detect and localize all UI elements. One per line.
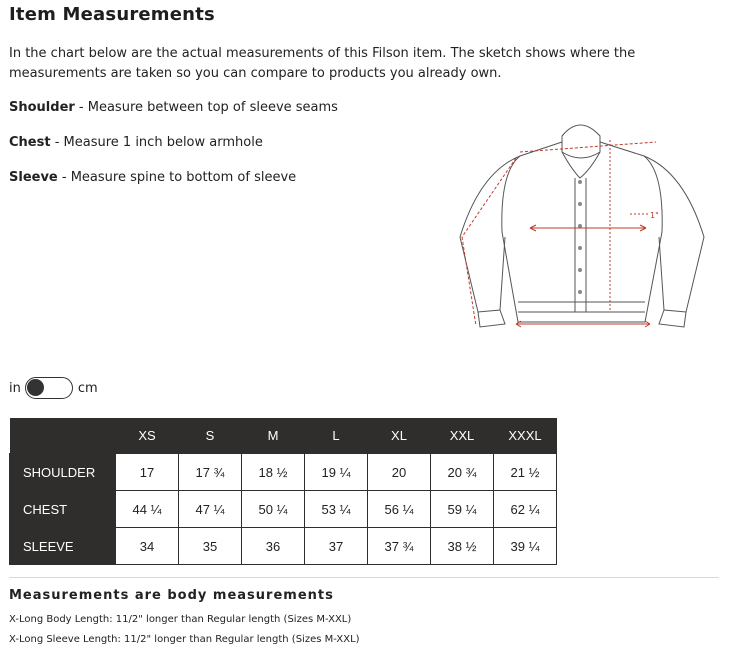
collar-fold bbox=[562, 152, 600, 178]
row-label-shoulder: SHOULDER bbox=[10, 454, 116, 491]
table-cell: 19 ¼ bbox=[305, 454, 368, 491]
jacket-sketch bbox=[450, 112, 715, 342]
table-cell: 20 ¾ bbox=[431, 454, 494, 491]
left-cuff bbox=[478, 310, 505, 327]
table-cell: 37 ¾ bbox=[368, 528, 431, 565]
switch-knob bbox=[27, 379, 44, 396]
note-body-length: X-Long Body Length: 11/2" longer than Regular length (Sizes M-XXL) bbox=[9, 614, 352, 625]
notes-heading: Measurements are body measurements bbox=[9, 588, 334, 603]
table-cell: 37 bbox=[305, 528, 368, 565]
table-cell: 20 bbox=[368, 454, 431, 491]
size-header-xl: XL bbox=[368, 418, 431, 454]
table-cell: 53 ¼ bbox=[305, 491, 368, 528]
table-cell: 56 ¼ bbox=[368, 491, 431, 528]
right-cuff bbox=[659, 310, 686, 327]
measure-shoulder-label: Shoulder bbox=[9, 100, 75, 115]
table-cell: 17 bbox=[116, 454, 179, 491]
unit-in-label[interactable]: in bbox=[9, 380, 21, 396]
table-cell: 35 bbox=[179, 528, 242, 565]
button bbox=[578, 246, 582, 250]
table-cell: 18 ½ bbox=[242, 454, 305, 491]
size-header-m: M bbox=[242, 418, 305, 454]
table-cell: 59 ¼ bbox=[431, 491, 494, 528]
table-cell: 21 ½ bbox=[494, 454, 557, 491]
table-cell: 17 ¾ bbox=[179, 454, 242, 491]
note-sleeve-length: X-Long Sleeve Length: 11/2" longer than Regular length (Sizes M-XXL) bbox=[9, 634, 360, 645]
unit-switch[interactable] bbox=[25, 377, 73, 399]
size-header-s: S bbox=[179, 418, 242, 454]
row-label-sleeve: SLEEVE bbox=[10, 528, 116, 565]
unit-cm-label[interactable]: cm bbox=[77, 380, 98, 396]
sleeve-measure-line-lower bbox=[462, 237, 476, 326]
shoulder-measure-line bbox=[520, 142, 656, 152]
table-row bbox=[10, 528, 557, 565]
intro-text: In the chart below are the actual measurements of this Filson item. The sketch shows where the measurements are taken so you can compare to products you already own. bbox=[9, 46, 636, 81]
button bbox=[578, 202, 582, 206]
size-header-l: L bbox=[305, 418, 368, 454]
table-cell: 47 ¼ bbox=[179, 491, 242, 528]
button bbox=[578, 290, 582, 294]
table-cell: 36 bbox=[242, 528, 305, 565]
measure-sleeve-label: Sleeve bbox=[9, 170, 58, 185]
table-row bbox=[10, 454, 557, 491]
table-cell: 50 ¼ bbox=[242, 491, 305, 528]
button bbox=[578, 268, 582, 272]
row-label-chest: CHEST bbox=[10, 491, 116, 528]
table-cell: 38 ½ bbox=[431, 528, 494, 565]
table-cell: 34 bbox=[116, 528, 179, 565]
sleeve-measure-line-upper bbox=[462, 158, 516, 237]
table-row bbox=[10, 491, 557, 528]
measure-chest-text: - Measure 1 inch below armhole bbox=[50, 135, 263, 150]
size-header-row bbox=[10, 418, 557, 454]
table-cell: 62 ¼ bbox=[494, 491, 557, 528]
left-sleeve bbox=[460, 156, 520, 312]
right-sleeve bbox=[644, 156, 704, 312]
measure-chest bbox=[9, 135, 263, 150]
page-title: Item Measurements bbox=[9, 4, 215, 25]
collar-outline bbox=[562, 125, 600, 158]
measure-sleeve-text: - Measure spine to bottom of sleeve bbox=[57, 170, 297, 185]
size-header-xxl: XXL bbox=[431, 418, 494, 454]
unit-toggle bbox=[9, 377, 98, 399]
measure-chest-label: Chest bbox=[9, 135, 51, 150]
armhole-callout: 1" bbox=[650, 211, 659, 220]
body-outline bbox=[502, 142, 662, 322]
measure-shoulder bbox=[9, 100, 338, 115]
measure-shoulder-text: - Measure between top of sleeve seams bbox=[74, 100, 338, 115]
size-header-corner bbox=[10, 418, 116, 454]
section-divider bbox=[9, 577, 719, 578]
size-chart-table bbox=[9, 418, 557, 565]
table-cell: 44 ¼ bbox=[116, 491, 179, 528]
table-cell: 39 ¼ bbox=[494, 528, 557, 565]
size-header-xxxl: XXXL bbox=[494, 418, 557, 454]
button bbox=[578, 224, 582, 228]
measure-sleeve bbox=[9, 170, 296, 185]
button bbox=[578, 180, 582, 184]
size-header-xs: XS bbox=[116, 418, 179, 454]
